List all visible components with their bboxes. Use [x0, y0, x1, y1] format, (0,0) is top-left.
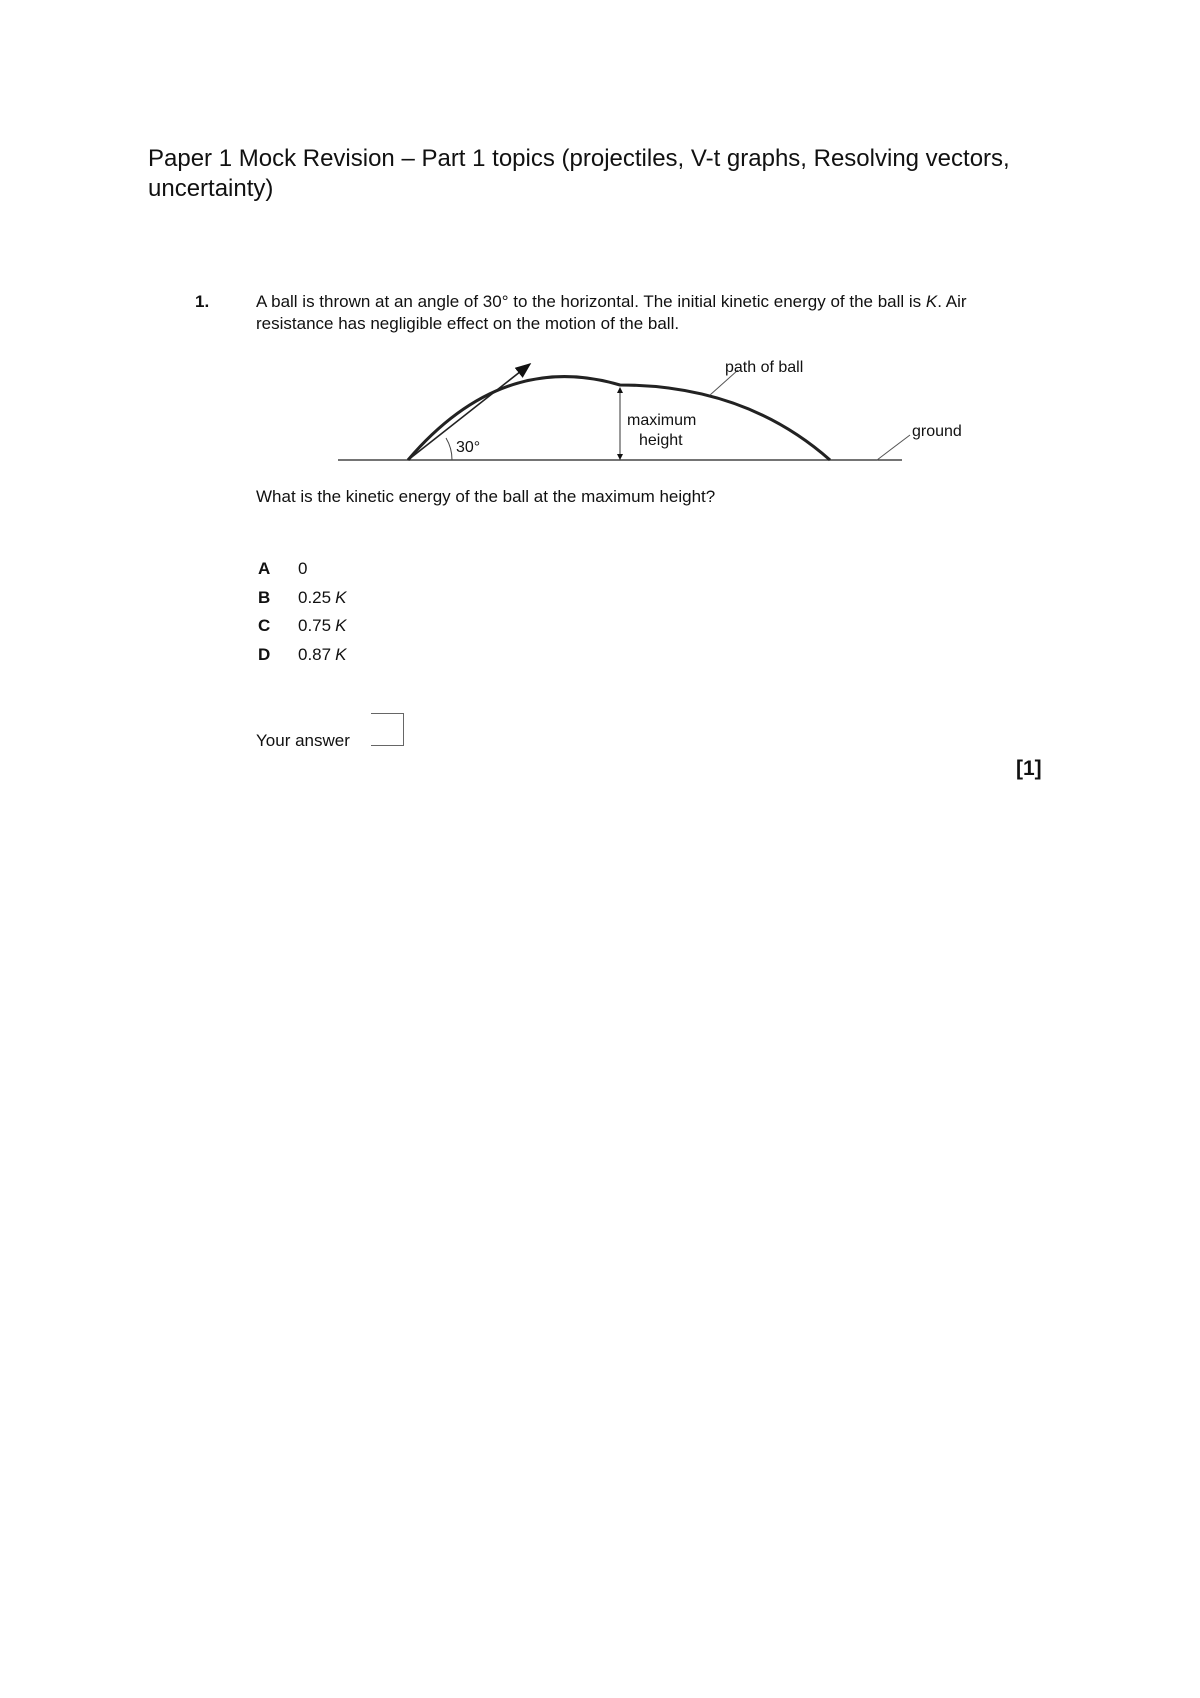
max-height-label-line-2: height — [639, 432, 683, 449]
option-a — [258, 558, 346, 587]
answer-options — [258, 558, 346, 672]
question-stem — [256, 291, 1036, 335]
option-b — [258, 587, 346, 616]
marks-indicator: [1] — [1016, 757, 1042, 780]
option-letter: C — [258, 616, 271, 635]
question-stem-text-2: . Air resistance has negligible effect on the motion of the ball. — [256, 292, 967, 333]
option-symbol: K — [335, 587, 347, 607]
option-value: 0.25 — [298, 587, 332, 607]
option-value: 0.75 — [298, 616, 332, 635]
max-height-label-line-1: maximum — [627, 412, 697, 429]
option-d — [258, 644, 346, 673]
angle-arc — [446, 438, 452, 460]
option-letter: A — [258, 559, 271, 578]
ground-label: ground — [912, 423, 962, 440]
question-stem-text-1: A ball is thrown at an angle of 30° to the horizontal. The initial kinetic energy of the ball is — [256, 292, 926, 311]
angle-label: 30° — [456, 439, 481, 456]
answer-label: Your answer — [256, 731, 350, 750]
page-title: Paper 1 Mock Revision – Part 1 topics (projectiles, V-t graphs, Resolving vectors, uncertainty) — [148, 145, 1010, 202]
answer-box[interactable] — [371, 713, 404, 746]
option-symbol: K — [335, 644, 347, 664]
option-symbol: K — [335, 616, 347, 635]
option-value: 0.87 — [298, 644, 332, 664]
option-letter: D — [258, 644, 271, 664]
question-prompt: What is the kinetic energy of the ball at the maximum height? — [256, 487, 716, 506]
projectile-diagram — [330, 350, 970, 470]
ground-leader-line — [877, 435, 910, 460]
option-letter: B — [258, 587, 271, 607]
path-of-ball-label: path of ball — [725, 359, 804, 376]
question-stem-symbol: K — [925, 292, 938, 311]
question-number: 1. — [195, 292, 210, 311]
option-value: 0 — [298, 559, 308, 578]
option-c — [258, 615, 346, 644]
